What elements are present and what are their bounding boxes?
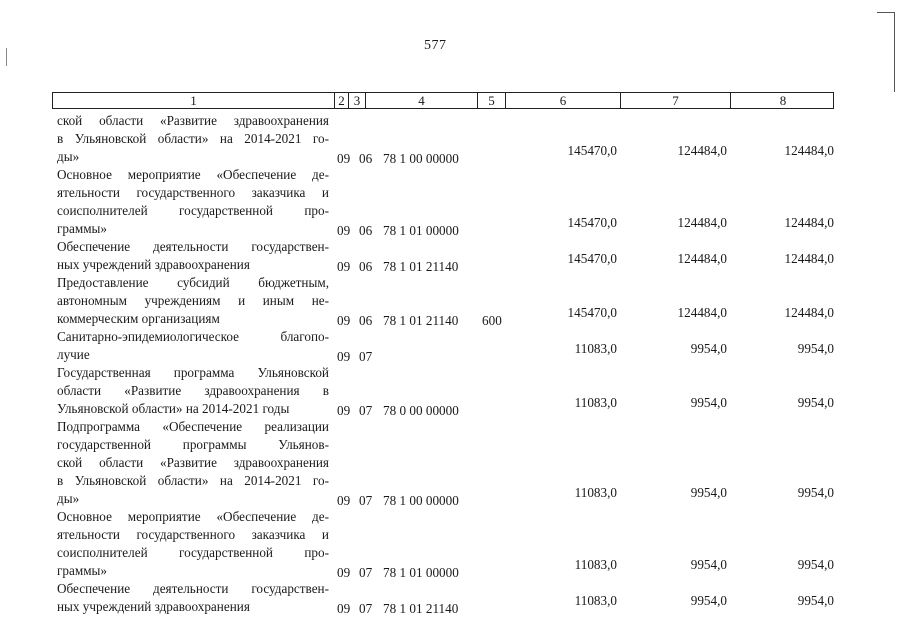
- header-cell-2: 2: [335, 93, 349, 108]
- scan-edge-mark: [894, 12, 895, 92]
- row-description-line: Обеспечение деятельности государствен-: [57, 239, 329, 254]
- cell-c3: 07: [359, 403, 373, 418]
- header-cell-8: 8: [779, 93, 787, 108]
- row-description-line: Обеспечение деятельности государствен-: [57, 581, 329, 596]
- header-cell-1: 1: [53, 93, 335, 108]
- scan-corner-mark: [877, 12, 895, 13]
- cell-c3: 07: [359, 601, 373, 616]
- row-description-line: в Ульяновской области» на 2014-2021 го-: [57, 473, 329, 488]
- row-description-line: Подпрограмма «Обеспечение реализации: [57, 419, 329, 434]
- row-description-line: граммы»: [57, 221, 108, 236]
- cell-c2: 09: [337, 349, 351, 364]
- cell-c7: 9954,0: [690, 485, 727, 500]
- page-number: 577: [424, 38, 447, 53]
- cell-c5: 600: [482, 313, 502, 328]
- row-description-line: ных учреждений здравоохранения: [57, 599, 250, 614]
- cell-c3: 06: [359, 313, 373, 328]
- cell-c3: 06: [359, 259, 373, 274]
- row-description-line: ятельности государственного заказчика и: [57, 527, 329, 542]
- cell-c6: 145470,0: [567, 305, 617, 320]
- cell-c4: 78 1 00 00000: [383, 493, 459, 508]
- cell-c4: 78 1 01 00000: [383, 223, 459, 238]
- cell-c8: 9954,0: [797, 593, 834, 608]
- cell-c3: 06: [359, 223, 373, 238]
- cell-c7: 9954,0: [690, 557, 727, 572]
- cell-c2: 09: [337, 151, 351, 166]
- row-description-line: государственной программы Ульянов-: [57, 437, 329, 452]
- table-header-row: [52, 92, 834, 109]
- row-description-line: ской области «Развитие здравоохранения: [57, 113, 329, 128]
- row-description-line: автономным учреждениям и иным не-: [57, 293, 329, 308]
- cell-c2: 09: [337, 259, 351, 274]
- cell-c4: 78 0 00 00000: [383, 403, 459, 418]
- row-description-line: соисполнителей государственной про-: [57, 545, 329, 560]
- row-description-line: коммерческим организациям: [57, 311, 220, 326]
- cell-c3: 06: [359, 151, 373, 166]
- cell-c8: 124484,0: [784, 143, 834, 158]
- cell-c6: 11083,0: [574, 341, 617, 356]
- header-cell-5: 5: [478, 93, 506, 108]
- cell-c6: 145470,0: [567, 251, 617, 266]
- cell-c2: 09: [337, 601, 351, 616]
- row-description-line: области «Развитие здравоохранения в: [57, 383, 329, 398]
- cell-c7: 124484,0: [677, 305, 727, 320]
- row-description-line: ды»: [57, 149, 80, 164]
- row-description-line: Ульяновской области» на 2014-2021 годы: [57, 401, 290, 416]
- cell-c2: 09: [337, 565, 351, 580]
- cell-c4: 78 1 00 00000: [383, 151, 459, 166]
- cell-c7: 124484,0: [677, 215, 727, 230]
- scan-edge-mark: [6, 48, 7, 66]
- cell-c4: 78 1 01 00000: [383, 565, 459, 580]
- cell-c8: 9954,0: [797, 341, 834, 356]
- row-description-line: Санитарно-эпидемиологическое благопо-: [57, 329, 329, 344]
- row-description-line: граммы»: [57, 563, 108, 578]
- cell-c7: 124484,0: [677, 143, 727, 158]
- cell-c2: 09: [337, 493, 351, 508]
- cell-c8: 124484,0: [784, 251, 834, 266]
- row-description-line: ятельности государственного заказчика и: [57, 185, 329, 200]
- cell-c3: 07: [359, 565, 373, 580]
- row-description-line: Государственная программа Ульяновской: [57, 365, 329, 380]
- header-cell-4: 4: [366, 93, 478, 108]
- cell-c7: 124484,0: [677, 251, 727, 266]
- cell-c3: 07: [359, 349, 373, 364]
- cell-c7: 9954,0: [690, 395, 727, 410]
- cell-c8: 124484,0: [784, 305, 834, 320]
- cell-c4: 78 1 01 21140: [383, 313, 459, 328]
- row-description-line: лучие: [57, 347, 90, 362]
- header-cell-3: 3: [349, 93, 366, 108]
- cell-c2: 09: [337, 313, 351, 328]
- cell-c8: 9954,0: [797, 485, 834, 500]
- cell-c6: 11083,0: [574, 485, 617, 500]
- row-description-line: соисполнителей государственной про-: [57, 203, 329, 218]
- row-description-line: Основное мероприятие «Обеспечение де-: [57, 167, 329, 182]
- cell-c2: 09: [337, 403, 351, 418]
- cell-c8: 9954,0: [797, 395, 834, 410]
- cell-c6: 145470,0: [567, 215, 617, 230]
- cell-c7: 9954,0: [690, 593, 727, 608]
- row-description-line: ды»: [57, 491, 80, 506]
- row-description-line: ской области «Развитие здравоохранения: [57, 455, 329, 470]
- row-description-line: в Ульяновской области» на 2014-2021 го-: [57, 131, 329, 146]
- cell-c6: 145470,0: [567, 143, 617, 158]
- cell-c8: 9954,0: [797, 557, 834, 572]
- header-cell-7: 7: [621, 93, 731, 108]
- row-description-line: Предоставление субсидий бюджетным,: [57, 275, 329, 290]
- cell-c6: 11083,0: [574, 557, 617, 572]
- row-description-line: ных учреждений здравоохранения: [57, 257, 250, 272]
- cell-c4: 78 1 01 21140: [383, 601, 459, 616]
- cell-c3: 07: [359, 493, 373, 508]
- cell-c7: 9954,0: [690, 341, 727, 356]
- row-description-line: Основное мероприятие «Обеспечение де-: [57, 509, 329, 524]
- cell-c2: 09: [337, 223, 351, 238]
- cell-c4: 78 1 01 21140: [383, 259, 459, 274]
- cell-c8: 124484,0: [784, 215, 834, 230]
- header-cell-6: 6: [506, 93, 621, 108]
- cell-c6: 11083,0: [574, 593, 617, 608]
- cell-c6: 11083,0: [574, 395, 617, 410]
